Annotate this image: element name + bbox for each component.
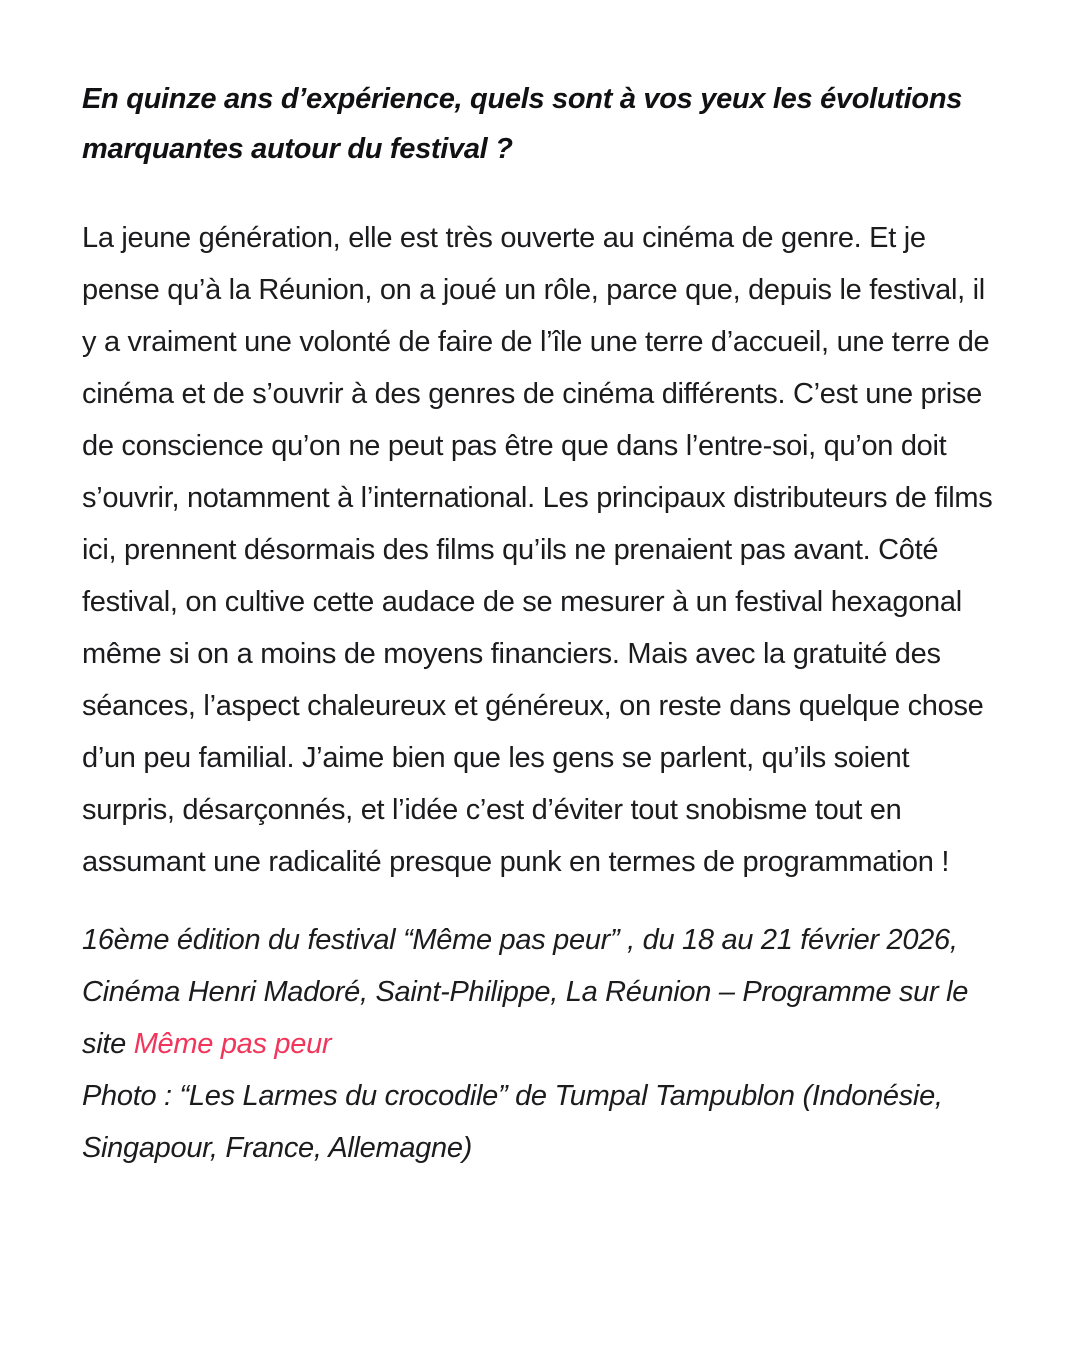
- article-outro: [82, 914, 1000, 1174]
- photo-credit: Photo : “Les Larmes du crocodile” de Tumpal Tampublon (Indonésie, Singapour, France, Allemagne): [82, 1080, 943, 1164]
- festival-info: [82, 914, 1000, 1070]
- festival-info-text: 16ème édition du festival “Même pas peur” , du 18 au 21 février 2026, Cinéma Henri Madoré, Saint-Philippe, La Réunion – Programme sur le site: [82, 924, 969, 1060]
- interview-question: En quinze ans d’expérience, quels sont à vos yeux les évolutions marquantes autour du festival ?: [82, 83, 963, 165]
- interview-answer: La jeune génération, elle est très ouverte au cinéma de genre. Et je pense qu’à la Réunion, on a joué un rôle, parce que, depuis le festival, il y a vraiment une volonté de faire de l’île une terre d’accueil, une terre de cinéma et de s’ouvrir à des genres de cinéma différents. C’est une prise de conscience qu’on ne peut pas être que dans l’entre-soi, qu’on doit s’ouvrir, notamment à l’international. Les principaux distributeurs de films ici, prennent désormais des films qu’ils ne prenaient pas avant. Côté festival, on cultive cette audace de se mesurer à un festival hexagonal même si on a moins de moyens financiers. Mais avec la gratuité des séances, l’aspect chaleureux et généreux, on reste dans quelque chose d’un peu familial. J’aime bien que les gens se parlent, qu’ils soient surpris, désarçonnés, et l’idée c’est d’éviter tout snobisme tout en assumant une radicalité presque punk en termes de programmation !: [82, 222, 993, 878]
- festival-site-link[interactable]: Même pas peur: [133, 1028, 332, 1060]
